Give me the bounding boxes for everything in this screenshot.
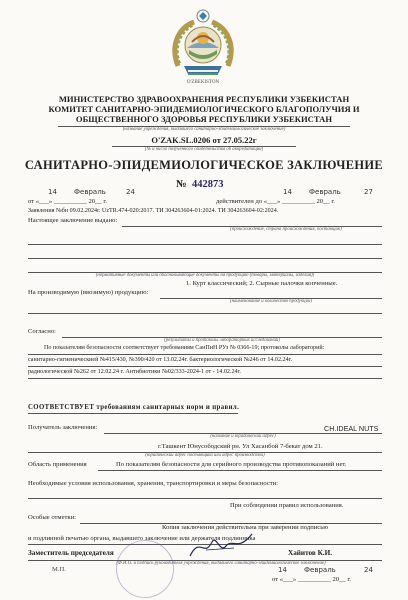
copy-note-line-1: Копия заключения действительна при заверении подписью: [162, 524, 329, 531]
state-emblem-icon: [172, 8, 234, 88]
accreditation-number: O'ZAK.SL.0206 от 27.05.22г: [151, 135, 257, 145]
conditions-underline: [28, 498, 382, 499]
valid-day: 14: [283, 188, 292, 196]
issue-month: Февраль: [74, 188, 106, 196]
accreditation-caption: (№ и число полученного свидетельства об аккредитации): [144, 147, 264, 152]
indicators-underline-1: [28, 354, 382, 355]
official-stamp-icon: [116, 540, 174, 598]
agreed-label: Согласно:: [28, 328, 56, 335]
issued-for-label: Настоящее заключение выдано:: [28, 217, 118, 224]
recipient-value: CH.IDEAL NUTS: [324, 424, 379, 433]
application-text: Заявления №бн 09.02.2024г. UzTR.474-020:2017. ТИ 304263604-01:2024. ТИ 304263604-02:2024.: [28, 208, 279, 214]
recipient-caption: (название и юридический адрес): [210, 434, 276, 439]
issue-day: 14: [48, 188, 57, 196]
conditions-label: Необходимые условия использования, хранения, транспортировки и меры безопасности:: [28, 480, 278, 487]
deputy-name: Хайитов К.И.: [288, 549, 332, 557]
address-caption: (юридический адрес поставщика или адрес производства): [145, 453, 265, 458]
issue-date-template: от «___» __________ 20__ г.: [28, 198, 107, 205]
products-label: На производимую (ввозимую) продукцию:: [28, 289, 149, 296]
indicators-line-1: По показателям безопасности соответствует требованиям СанПиН РУз № 0366-19; протоколы лабораторий:: [44, 345, 325, 351]
ministry-caption: (название учреждения, выдавшего санитарно-эпидемиологическое заключение): [122, 127, 286, 132]
valid-year: 27: [364, 188, 373, 196]
valid-month: Февраль: [309, 188, 341, 196]
conforms-underline: [28, 413, 238, 414]
indicators-line-2: санитарно-гигиеническией №415/430, №390/420 от 13.02.24г. бактериологической №246 от 14.02.24г.: [28, 357, 292, 363]
indicators-underline-3: [28, 378, 382, 379]
scope-value: По показателям безопасности для серийного производства противопоказаний нет.: [116, 461, 347, 468]
issue-year: 24: [126, 188, 135, 196]
footer-year: 24: [364, 566, 373, 574]
document-title: САНИТАРНО-ЭПИДЕМИОЛОГИЧЕСКОЕ ЗАКЛЮЧЕНИЕ: [24, 158, 384, 172]
indicators-line-3: радиологической №262 от 12.02.24 г. Антибиотики №02/333-2024-1 от - 14.02.24г.: [28, 369, 241, 375]
indicators-underline-2: [28, 366, 382, 367]
products-value: 1. Курт классический; 2. Сырные палочки копченные.: [186, 280, 338, 287]
ministry-line-2: КОМИТЕТ САНИТАРНО-ЭПИДЕМИОЛОГИЧЕСКОГО БЛАГОПОЛУЧИЯ И: [48, 104, 360, 114]
footer-day: 14: [278, 566, 287, 574]
blank-line-3: [28, 313, 382, 314]
signature-caption: (Ф.И.О. и подпись руководителя учреждения, выдавшего санитарно-эпидемиологическое заключение): [116, 561, 326, 566]
stamp-label: М.П.: [52, 566, 66, 573]
issued-for-caption: (происхождение, страна происхождения, поставщик): [230, 227, 342, 232]
ministry-line-1: МИНИСТЕРСТВО ЗДРАВООХРАНЕНИЯ РЕСПУБЛИКИ УЗБЕКИСТАН: [58, 94, 350, 104]
blank-line-2: [28, 258, 382, 259]
svg-text:O'ZBEKISTON: O'ZBEKISTON: [186, 80, 220, 85]
scope-label: Область применения: [28, 461, 87, 468]
number-label: №: [176, 179, 187, 190]
blank-line-1: [28, 244, 382, 245]
footer-month: Февраль: [304, 566, 336, 574]
scope-underline: [98, 470, 382, 471]
certificate-number: 442873: [192, 179, 224, 190]
products-caption: (наименование и количество продукции): [230, 299, 312, 304]
footer-date-template: от «___» __________ 20__ г.: [272, 576, 351, 583]
conforms-text: СООТВЕТСТВУЕТ требованиям санитарных норм и правил.: [28, 404, 240, 411]
valid-until-label: действителен до «___» __________ 20__ г.: [216, 198, 335, 205]
recipient-label: Получатель заключения:: [28, 424, 98, 431]
address-value: г.Ташкент Юнусободский рн. Ул Хасанбой 7-бекат дом 21.: [158, 443, 323, 450]
agreed-caption: (результаты и протоколы лабораторных исследований): [164, 338, 280, 343]
regulatory-caption: (нормативные документы или обосновывающие документы на продукцию (товары, материалы, изделия)): [95, 273, 315, 278]
deputy-label: Заместитель председателя: [28, 549, 114, 557]
special-label: Особые отметки:: [28, 514, 76, 521]
special-value: При соблюдении правил использования.: [230, 502, 344, 509]
ministry-line-3: ОБЩЕСТВЕННОГО ЗДОРОВЬЯ РЕСПУБЛИКИ УЗБЕКИСТАН: [75, 114, 333, 124]
signature-icon: [186, 528, 256, 562]
copy-note-line-2: и подлинной печатью органа, выдавшего заключение или держателя подлинника: [28, 535, 256, 542]
